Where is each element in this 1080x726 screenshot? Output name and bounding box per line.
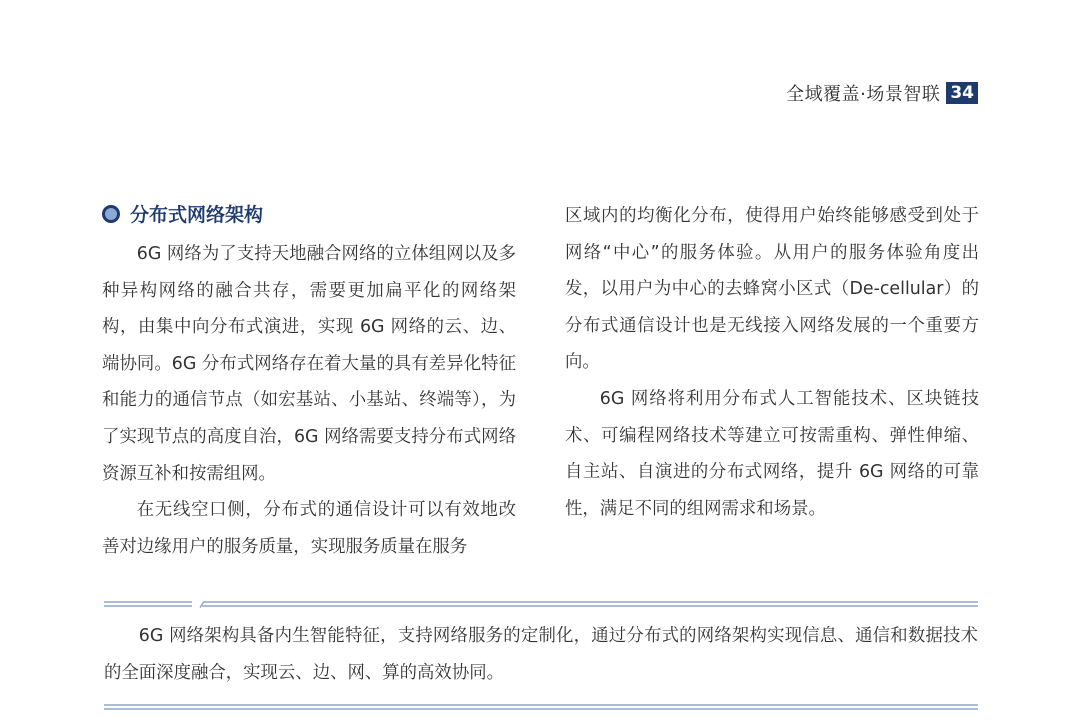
paragraph: 6G 网络将利用分布式人工智能技术、区块链技术、可编程网络技术等建立可按需重构、弹性伸缩、自主站、自演进的分布式网络，提升 6G 网络的可靠性，满足不同的组网需求和场景。 (565, 388, 979, 519)
callout-text: 6G 网络架构具备内生智能特征，支持网络服务的定制化，通过分布式的网络架构实现信息、通信和数据技术的全面深度融合，实现云、边、网、算的高效协同。 (104, 626, 978, 683)
page-number-badge: 34 (946, 82, 978, 104)
callout-top-rule (104, 601, 978, 609)
paragraph: 在无线空口侧，分布式的通信设计可以有效地改善对边缘用户的服务质量，实现服务质量在服务 (102, 500, 516, 557)
page-header (786, 80, 978, 106)
right-column (565, 198, 979, 527)
section-heading-text: 分布式网络架构 (130, 204, 264, 226)
section-heading (102, 200, 263, 227)
paragraph: 6G 网络为了支持天地融合网络的立体组网以及多种异构网络的融合共存，需要更加扁平化的网络架构，由集中向分布式演进，实现 6G 网络的云、边、端协同。6G 分布式网络存在着大量的具有差异化特征和能力的通信节点（如宏基站、小基站、终端等），为了实现节点的高度自治，6G 网络需要支持分布式网络资源互补和按需组网。 (102, 244, 516, 484)
paragraph: 区域内的均衡化分布，使得用户始终能够感受到处于网络“中心”的服务体验。从用户的服务体验角度出发，以用户为中心的去蜂窝小区式（De-cellular）的分布式通信设计也是无线接入网络发展的一个重要方向。 (565, 206, 979, 373)
header-title: 全域覆盖·场景智联 (786, 84, 941, 105)
callout-bottom-rule (104, 704, 978, 712)
left-column (102, 236, 516, 565)
circle-bullet-icon (102, 205, 120, 223)
